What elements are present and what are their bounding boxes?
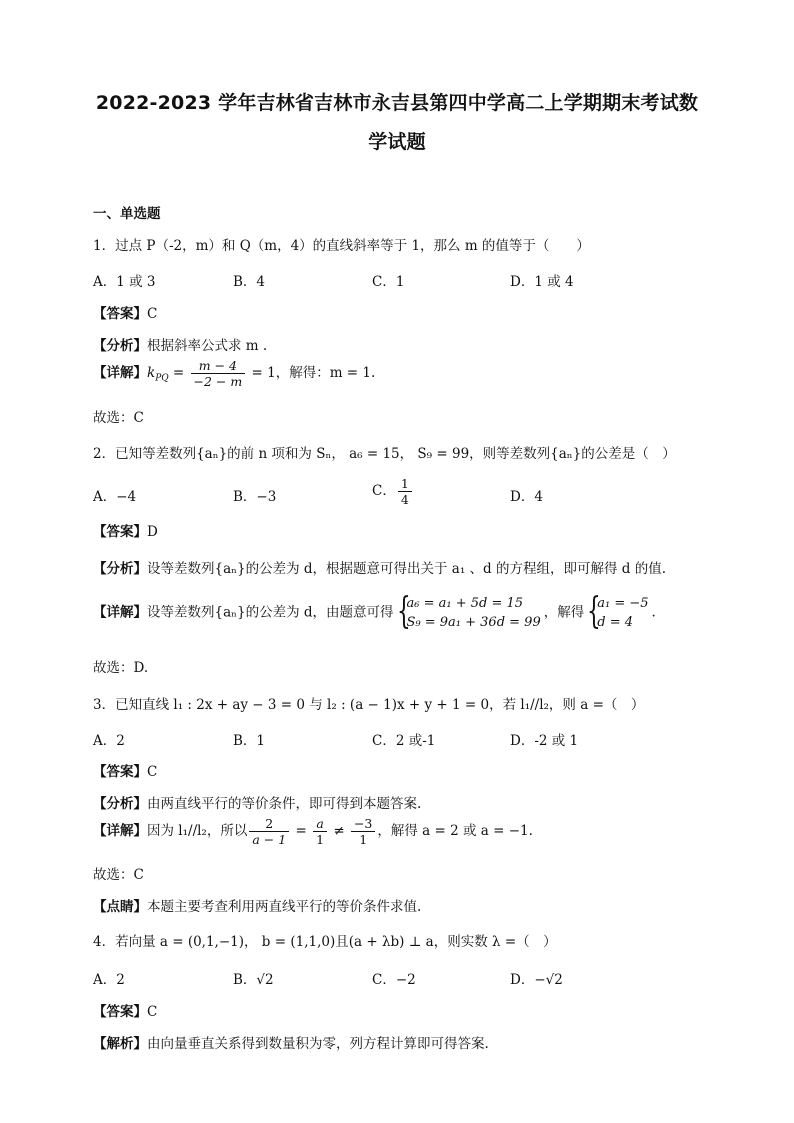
q3-answer-row	[93, 760, 157, 780]
q4-option-c: C．−2	[372, 972, 416, 988]
q3-f2-num: a	[313, 816, 327, 832]
analysis-tag: 【分析】	[93, 561, 147, 577]
q2-option-d: D．4	[510, 489, 543, 505]
q3-comment-row	[93, 895, 421, 915]
q3-detail-pre: 因为 l₁//l₂，所以	[147, 823, 248, 839]
q4-explain-row	[93, 1032, 489, 1052]
q3-comment: 本题主要考查利用两直线平行的等价条件求值.	[147, 899, 422, 915]
q1-answer: C	[147, 306, 158, 322]
document-title-line1: 2022-2023 学年吉林省吉林市永吉县第四中学高二上学期期末考试数	[95, 92, 699, 114]
q3-option-c: C．2 或-1	[372, 733, 436, 749]
q2-analysis: 设等差数列{aₙ}的公差为 d，根据题意可得出关于 a₁ 、d 的方程组，即可解得 d 的值.	[147, 561, 666, 577]
q2-option-c-num: 1	[398, 476, 412, 492]
q1-fraction	[191, 358, 246, 389]
q1-analysis-row	[93, 334, 267, 354]
q3-conclusion: 故选：C	[93, 867, 144, 883]
q3-answer: C	[147, 764, 158, 780]
q3-eq-sign: =	[291, 823, 312, 839]
q2-sys-row1: a₆ = a₁ + 5d = 15	[406, 596, 524, 611]
q3-option-b: B．1	[233, 733, 266, 749]
q2-option-c-row	[372, 476, 414, 507]
q2-detail-row	[93, 591, 656, 632]
q1-detail-eq: =	[168, 365, 189, 381]
answer-tag: 【答案】	[93, 524, 147, 540]
q3-fraction-1	[249, 816, 289, 847]
q2-option-b: B．−3	[233, 489, 277, 505]
q1-option-b: B．4	[233, 274, 266, 290]
q3-f2-den: 1	[316, 832, 325, 847]
q1-stem: 1．过点 P（-2，m）和 Q（m，4）的直线斜率等于 1，那么 m 的值等于（ ）	[93, 238, 590, 254]
q2-answer-row	[93, 520, 158, 540]
q3-fraction-2	[313, 816, 327, 847]
q3-option-d: D．-2 或 1	[510, 733, 579, 749]
detail-tag: 【详解】	[93, 823, 147, 839]
q2-sys-row2: S₉ = 9a₁ + 36d = 99	[406, 615, 541, 630]
analysis-tag: 【分析】	[93, 796, 147, 812]
q1-detail-rest: = 1，解得：m = 1.	[247, 365, 376, 381]
q2-analysis-row	[93, 557, 666, 577]
q2-detail-mid: ，解得	[543, 604, 585, 621]
q2-option-c-fraction	[398, 476, 412, 507]
q1-option-c: C．1	[372, 274, 405, 290]
q2-option-a: A．−4	[93, 489, 137, 505]
detail-tag: 【详解】	[93, 365, 147, 381]
q3-fraction-3	[351, 816, 375, 847]
q3-f1-den: a − 1	[252, 832, 287, 847]
q3-option-a: A．2	[93, 733, 125, 749]
q2-answer: D	[147, 524, 158, 540]
q1-conclusion: 故选：C	[93, 410, 144, 426]
q2-sol-row1: a₁ = −5	[597, 596, 649, 611]
q3-f1-num: 2	[249, 816, 289, 832]
q4-answer-row	[93, 1000, 157, 1020]
q4-option-a: A．2	[93, 972, 125, 988]
section-heading: 一、单选题	[93, 206, 161, 222]
q1-option-d: D．1 或 4	[510, 274, 574, 290]
explain-tag: 【解析】	[93, 1036, 147, 1052]
answer-tag: 【答案】	[93, 306, 147, 322]
q1-answer-row	[93, 302, 157, 322]
q2-option-c: C．	[372, 483, 396, 499]
comment-tag: 【点睛】	[93, 899, 147, 915]
q2-detail-end: .	[651, 604, 656, 621]
brace-glyph: {	[587, 591, 601, 632]
q4-explain: 由向量垂直关系得到数量积为零，列方程计算即可得答案.	[147, 1036, 489, 1052]
q3-neq-sign: ≠	[329, 823, 349, 839]
q1-fraction-num: m − 4	[191, 358, 246, 374]
q3-analysis: 由两直线平行的等价条件，即可得到本题答案.	[147, 796, 422, 812]
q2-option-c-den: 4	[400, 492, 409, 507]
detail-tag: 【详解】	[93, 604, 147, 621]
q2-sol-row2: d = 4	[597, 615, 633, 630]
q2-solution-system	[587, 591, 649, 632]
q1-detail-k: k	[147, 365, 156, 381]
q1-option-a: A．1 或 3	[93, 274, 156, 290]
q2-detail-pre: 设等差数列{aₙ}的公差为 d，由题意可得	[147, 604, 394, 621]
q1-analysis: 根据斜率公式求 m .	[147, 338, 268, 354]
analysis-tag: 【分析】	[93, 338, 147, 354]
q4-option-b: B．√2	[233, 972, 274, 988]
q2-conclusion: 故选：D.	[93, 660, 149, 676]
q4-stem: 4．若向量 a = (0,1,−1)， b = (1,1,0)且(a + λb) ⊥ a，则实数 λ =（ ）	[93, 934, 557, 950]
q3-f3-den: 1	[359, 832, 368, 847]
q4-answer: C	[147, 1004, 158, 1020]
q2-equation-system	[396, 591, 541, 632]
answer-tag: 【答案】	[93, 1004, 147, 1020]
answer-tag: 【答案】	[93, 764, 147, 780]
q3-f3-num: −3	[351, 816, 375, 832]
q3-analysis-row	[93, 792, 421, 812]
q3-detail-end: ，解得 a = 2 或 a = −1.	[377, 823, 533, 839]
q3-detail-row	[93, 816, 533, 847]
q3-stem: 3．已知直线 l₁ : 2x + ay − 3 = 0 与 l₂ : (a − 1)x + y + 1 = 0，若 l₁//l₂，则 a =（ ）	[93, 697, 645, 713]
document-title-line2: 学试题	[368, 131, 426, 153]
q1-detail-row	[93, 358, 375, 389]
q1-fraction-den: −2 − m	[193, 374, 243, 389]
q2-stem: 2．已知等差数列{aₙ}的前 n 项和为 Sₙ， a₆ = 15， S₉ = 99，则等差数列{aₙ}的公差是（ ）	[93, 446, 676, 462]
q4-option-d: D．−√2	[510, 972, 563, 988]
q1-detail-sub: PQ	[155, 373, 169, 384]
brace-glyph: {	[396, 591, 411, 632]
